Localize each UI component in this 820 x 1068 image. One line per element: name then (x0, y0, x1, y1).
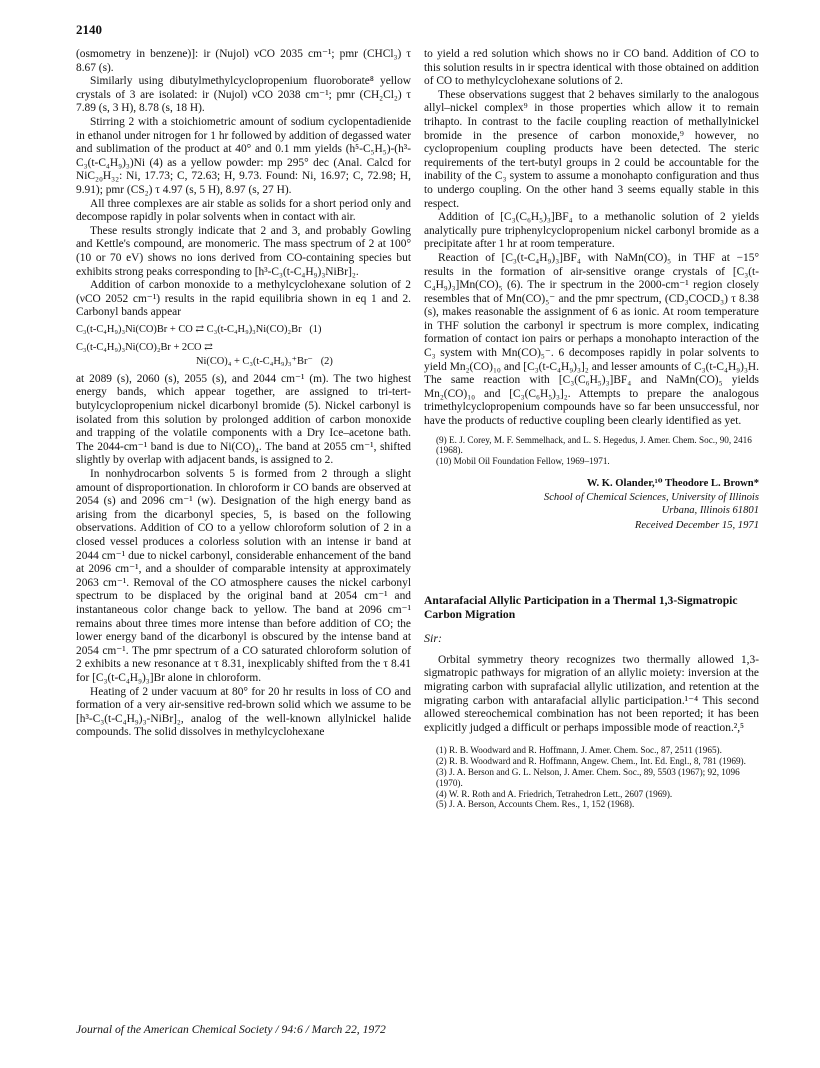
equation-1-text: C₃(t-C₄H₉)₃Ni(CO)Br + CO ⇄ C₃(t-C₄H₉)₃Ni(CO)₂Br (1) (76, 323, 322, 335)
right-column (424, 48, 759, 810)
paragraph: All three complexes are air stable as solids for a short period only and decompose rapidly in polar solvents when in contact with air. (76, 197, 411, 224)
paragraph: to yield a red solution which shows no ir CO band. Addition of CO to this solution results in ir spectra identical with those obtained on addition of CO to methylcyclohexane solutions of 2. (424, 48, 759, 88)
paragraph: Addition of carbon monoxide to a methylcyclohexane solution of 2 (νCO 2052 cm⁻¹) results in the rapid equilibria shown in eq 1 and 2. Carbonyl bands appear (76, 279, 411, 319)
paragraph: Addition of [C₃(C₆H₅)₃]BF₄ to a methanolic solution of 2 yields analytically pure triphenylcyclopropenium nickel carbonyl bromide as a precipitate after 1 hr at room temperature. (424, 211, 759, 251)
reference-item: (4) W. R. Roth and A. Friedrich, Tetrahedron Lett., 2607 (1969). (436, 788, 673, 799)
article-title: Antarafacial Allylic Participation in a Thermal 1,3-Sigmatropic Carbon Migration (424, 594, 738, 622)
equation-2-line-2 (76, 355, 411, 369)
paragraph: These results strongly indicate that 2 and 3, and probably Gowling and Kettle's compound, are monomeric. The mass spectrum of 2 at 100° (10 or 70 eV) shows no ions derived from CO-containing species but exhibits strong peaks corresponding to [h³-C₃(t-C₄H₉)₃NiBr]₂. (76, 224, 411, 278)
paragraph: (osmometry in benzene)]: ir (Nujol) νCO 2035 cm⁻¹; pmr (CHCl₃) τ 8.67 (s). (76, 48, 411, 74)
reference-item: (9) E. J. Corey, M. F. Semmelhack, and L. S. Hegedus, J. Amer. Chem. Soc., 90, 2416 (1968). (436, 434, 752, 456)
left-column (76, 48, 411, 740)
paragraph: Similarly using dibutylmethylcyclopropenium fluoroborate⁸ yellow crystals of 3 are isolated: ir (Nujol) νCO 2038 cm⁻¹; pmr (CH₂Cl₂) τ 7.89 (s, 3 H), 8.78 (s, 18 H). (76, 75, 411, 115)
paragraph: Orbital symmetry theory recognizes two thermally allowed 1,3-sigmatropic pathways for migration of an allylic moiety: inversion at the migrating carbon with suprafacial allylic utilization, and retention at the migrating carbon with antarafacial allylic participation.¹⁻⁴ This second allowed stereochemical combination has not been reported; it has been explicitly judged a difficult or perhaps impossible mode of reaction.²,⁵ (424, 653, 759, 734)
author-line: W. K. Olander,¹⁰ Theodore L. Brown* (586, 478, 759, 490)
equation-2-line-1 (76, 341, 411, 355)
reference-item: (5) J. A. Berson, Accounts Chem. Res., 1, 152 (1968). (436, 799, 635, 810)
paragraph: Reaction of [C₃(t-C₄H₉)₃]BF₄ with NaMn(CO)₅ in THF at −15° results in the formation of air-sensitive orange crystals of [C₃(t-C₄H₉)₃]Mn(CO)₅ (6). The ir spectrum in the 2000-cm⁻¹ region closely resembles that of Mn(CO)₅⁻ and the pmr spectrum, (CD₃COCD₃) τ 8.38 (s), makes reasonable the assignment of 6 as ionic. At room temperature in THF solution the carbonyl ir spectrum is more complex, indicating formation of contact ion pairs or perhaps a monohapto interaction of the C₃ system with Mn(CO)₅⁻. 6 decomposes rapidly in polar solvents to yield Mn₂(CO)₁₀ and [C₃(t-C₄H₉)₃]₂ and lesser amounts of C₃(t-C₄H₉)₃H. The same reaction with [C₃(C₆H₅)₃]BF₄ and NaMn(CO)₅ yields Mn₂(CO)₁₀ and [C₃(C₆H₅)₃]₂. Attempts to prepare the analogous trimethylcyclopropenium compounds have so far been unsuccessful, nor have the products of reductive coupling been clearly identified as yet. (424, 251, 759, 428)
equation-1 (76, 323, 411, 337)
equation-2-text-b: Ni(CO)₄ + C₃(t-C₄H₉)₃⁺Br⁻ (2) (196, 355, 333, 367)
reference-item: (1) R. B. Woodward and R. Hoffmann, J. Amer. Chem. Soc., 87, 2511 (1965). (436, 745, 722, 756)
paragraph: In nonhydrocarbon solvents 5 is formed from 2 through a slight amount of disproportionation. In chloroform ir CO bands are observed at 2054 (s) and 2096 cm⁻¹ (w). Designation of the high energy band as arising from the dicarbonyl species, 5, is based on the following observations. Addition of CO to a yellow chloroform solution of 2 in a closed vessel produces a colorless solution with an intense ir band at 2044 cm⁻¹ due to nickel carbonyl, considerable enhancement of the band at 2096 cm⁻¹, and a shoulder of comparable intensity at approximately 2063 cm⁻¹. Removal of the CO atmosphere causes the nickel carbonyl spectrum to be displaced by the original band at 2054 cm⁻¹ and instantaneous color change back to yellow. The band at 2096 cm⁻¹ remains about three times more intense than before addition of CO; the lower energy band of the dicarbonyl is obscured by the intense band at 2054 cm⁻¹. The pmr spectrum of a CO saturated chloroform solution of 2 exhibits a new resonance at τ 8.31, inexplicably shifted from the τ 8.41 for [C₃(t-C₄H₉)₃]Br alone in chloroform. (76, 468, 411, 684)
affiliation-line-1: School of Chemical Sciences, University of Illinois (543, 491, 759, 503)
paragraph: These observations suggest that 2 behaves similarly to the analogous allyl–nickel complex⁹ in those properties which allow it to remain trihapto. In contrast to the facile coupling reaction of methallylnickel bromide in the presence of carbon monoxide,⁹ however, no cyclopropenium coupling products have been detected. The steric requirements of the tert-butyl groups in 2 could be accountable for the inability of the C₃ system to assume a monohapto configuration and thus to undergo coupling. On the other hand 3 seems equally stable in this respect. (424, 88, 759, 210)
affiliation-line-2: Urbana, Illinois 61801 (661, 504, 759, 516)
salutation: Sir: (424, 631, 442, 646)
paragraph: Stirring 2 with a stoichiometric amount of sodium cyclopentadienide in ethanol under nitrogen for 1 hr followed by addition of degassed water and sublimation of the product at 40° and 0.1 mm yields (h⁵-C₅H₅)-(h³-C₃(t-C₄H₉)₃)Ni (4) as a yellow powder: mp 295° dec (Anal. Calcd for NiC₂₀H₃₂: Ni, 17.73; C, 72.63; H, 9.73. Found: Ni, 16.97; C, 72.98; H, 9.91); pmr (CS₂) τ 4.97 (s, 5 H), 8.97 (s, 27 H). (76, 115, 411, 196)
paragraph: Heating of 2 under vacuum at 80° for 20 hr results in loss of CO and formation of a very air-sensitive red-brown solid which we assume to be [h³-C₃(t-C₄H₉)₃-NiBr]₂, analog of the well-known allylnickel halide compounds. The solid dissolves in methylcyclohexane (76, 685, 411, 739)
equation-2-text-a: C₃(t-C₄H₉)₃Ni(CO)₂Br + 2CO ⇄ (76, 341, 213, 353)
reference-item: (2) R. B. Woodward and R. Hoffmann, Angew. Chem., Int. Ed. Engl., 8, 781 (1969). (436, 756, 746, 767)
references-list-a (424, 435, 759, 467)
reference-item: (3) J. A. Berson and G. L. Nelson, J. Amer. Chem. Soc., 89, 5503 (1967); 92, 1096 (1970). (436, 766, 740, 788)
received-date: Received December 15, 1971 (634, 519, 759, 531)
journal-footer: Journal of the American Chemical Society / 94:6 / March 22, 1972 (76, 1023, 386, 1036)
references-list-b (424, 745, 759, 810)
page-number: 2140 (76, 22, 102, 37)
paragraph: at 2089 (s), 2060 (s), 2055 (s), and 2044 cm⁻¹ (m). The two highest energy bands, which appear together, are assigned to tri-tert-butylcyclopropenium nickel dicarbonyl bromide (5). Nickel carbonyl is isolated from this solution by prolonged addition of carbon monoxide and trapping of the volatile components with a Dry Ice–acetone bath. The 2044-cm⁻¹ band is due to Ni(CO)₄. The band at 2055 cm⁻¹, shifted slightly by overlap with adjacent bands, is assigned to 2. (76, 372, 411, 467)
reference-item: (10) Mobil Oil Foundation Fellow, 1969–1971. (436, 456, 610, 467)
